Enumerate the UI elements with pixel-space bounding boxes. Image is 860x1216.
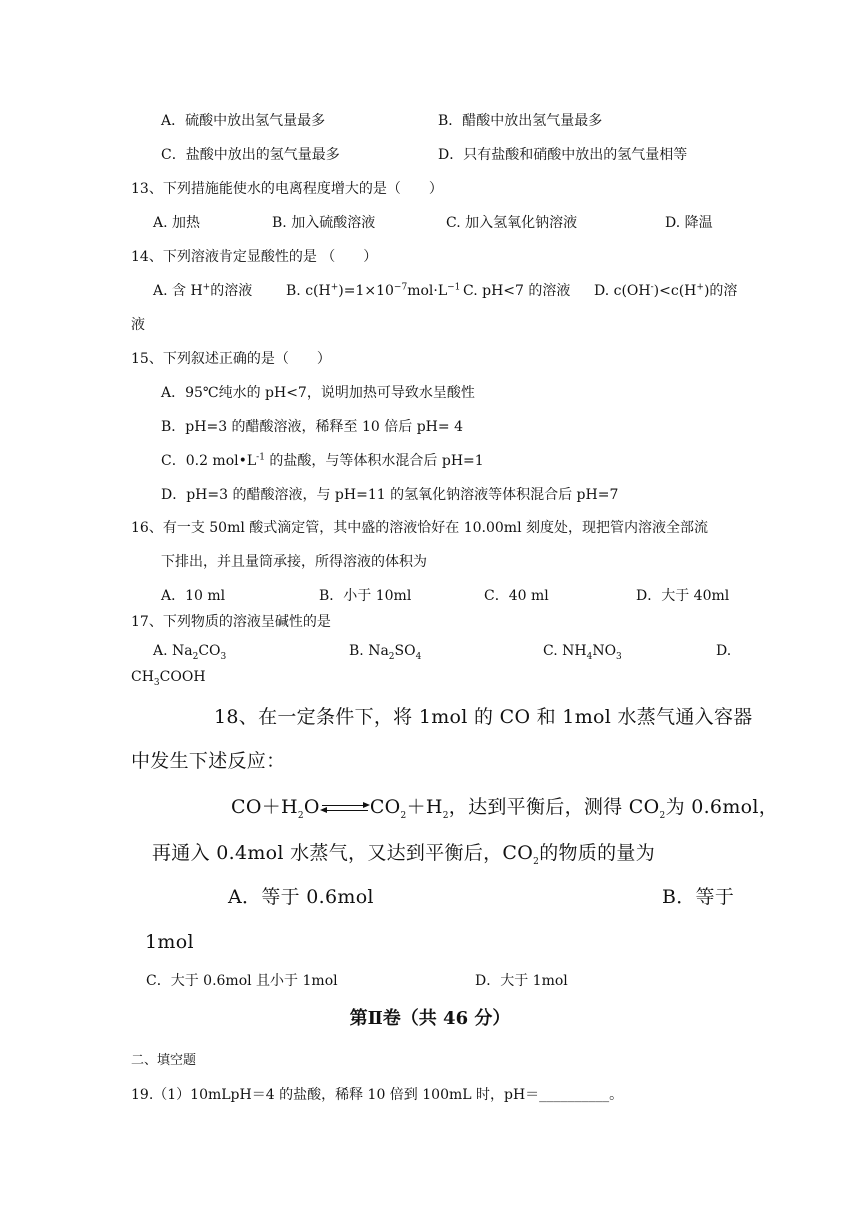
q14-stem: 14、下列溶液肯定显酸性的是 （ ） — [131, 249, 378, 265]
q12-option-d: D．只有盐酸和硝酸中放出的氢气量相等 — [438, 147, 688, 163]
part2-title: 第Ⅱ卷（共 46 分） — [349, 1008, 511, 1029]
q14-option-b: B. $c(H^+)=1\times 10^{-7}mol\cdot L^{-1}$ — [286, 282, 461, 299]
q16-option-b: B．小于 10ml — [319, 588, 412, 604]
q17-stem: 17、下列物质的溶液呈碱性的是 — [131, 614, 331, 630]
q13-option-c: C. 加入氢氧化钠溶液 — [446, 215, 578, 231]
q16-option-c: C．40 ml — [484, 588, 549, 604]
q12-option-a: A．硫酸中放出氢气量最多 — [161, 113, 326, 129]
q16-stem-line1: 16、有一支 50ml 酸式滴定管，其中盛的溶液恰好在 10.00ml 刻度处，现把管内溶液全部流 — [131, 520, 709, 536]
q13-option-d: D. 降温 — [665, 215, 713, 231]
equilibrium-arrow-icon — [320, 802, 370, 814]
section-heading: 二、填空题 — [131, 1053, 197, 1068]
q13-stem: 13、下列措施能使水的电离程度增大的是（ ） — [131, 181, 443, 197]
q15-option-c: C．0.2 $mol•L^{-1}$ 的盐酸，与等体积水混合后 pH=1 — [161, 452, 484, 469]
q17-option-d: $CH_3COOH$ — [131, 669, 206, 688]
q13-option-a: A. 加热 — [153, 215, 201, 231]
q18-equation: $CO+H_2O$ $CO_2+H_2$，达到平衡后，测得 $CO_2$为 0.6mol， — [231, 796, 779, 821]
q12-option-b: B．醋酸中放出氢气量最多 — [438, 113, 603, 129]
q15-option-a: A．95℃纯水的 pH<7，说明加热可导致水呈酸性 — [161, 385, 475, 401]
q14-option-c: C. pH<7 的溶液 — [463, 283, 571, 299]
q18-option-c: C．大于 0.6mol 且小于 1mol — [146, 973, 338, 989]
q12-option-c: C．盐酸中放出的氢气量最多 — [161, 147, 340, 163]
q18-stem-line2: 中发生下述反应： — [131, 750, 286, 772]
q18-option-a: A．等于 0.6mol — [228, 886, 374, 908]
q15-option-b: B．pH=3 的醋酸溶液，稀释至 10 倍后 pH= 4 — [161, 419, 463, 435]
q16-stem-line2: 下排出，并且量筒承接，所得溶液的体积为 — [161, 554, 427, 570]
q18-option-b: B．等于 — [662, 886, 735, 908]
q18-option-b-wrap: 1mol — [145, 931, 194, 953]
q17-option-b: B. $Na_2SO_4$ — [349, 643, 422, 662]
q18-option-d: D．大于 1mol — [475, 973, 568, 989]
q19-stem: 19.（1）10mLpH＝4 的盐酸，稀释 10 倍到 100mL 时，pH＝__________。 — [131, 1087, 624, 1103]
q15-stem: 15、下列叙述正确的是（ ） — [131, 351, 331, 367]
q17-option-a: A. $Na_2CO_3$ — [153, 643, 227, 662]
q17-option-d-label: D. — [716, 643, 732, 659]
q16-option-a: A．10 ml — [161, 588, 226, 604]
q13-option-b: B. 加入硫酸溶液 — [272, 215, 376, 231]
q18-line4: 再通入 0.4mol 水蒸气，又达到平衡后，$CO_2$的物质的量为 — [152, 842, 655, 867]
q15-option-d: D．pH=3 的醋酸溶液，与 pH=11 的氢氧化钠溶液等体积混合后 pH=7 — [161, 487, 619, 503]
q17-option-c: C. $NH_4NO_3$ — [543, 643, 622, 662]
q16-option-d: D．大于 40ml — [636, 588, 730, 604]
q14-option-d: D. c(OH-)<c(H+)的溶 — [594, 282, 738, 299]
q14-option-a: A. 含 H+的溶液 — [153, 282, 253, 299]
q14-option-d-wrap: 液 — [131, 317, 145, 333]
q18-stem-line1: 18、在一定条件下，将 1mol 的 CO 和 1mol 水蒸气通入容器 — [214, 706, 753, 728]
